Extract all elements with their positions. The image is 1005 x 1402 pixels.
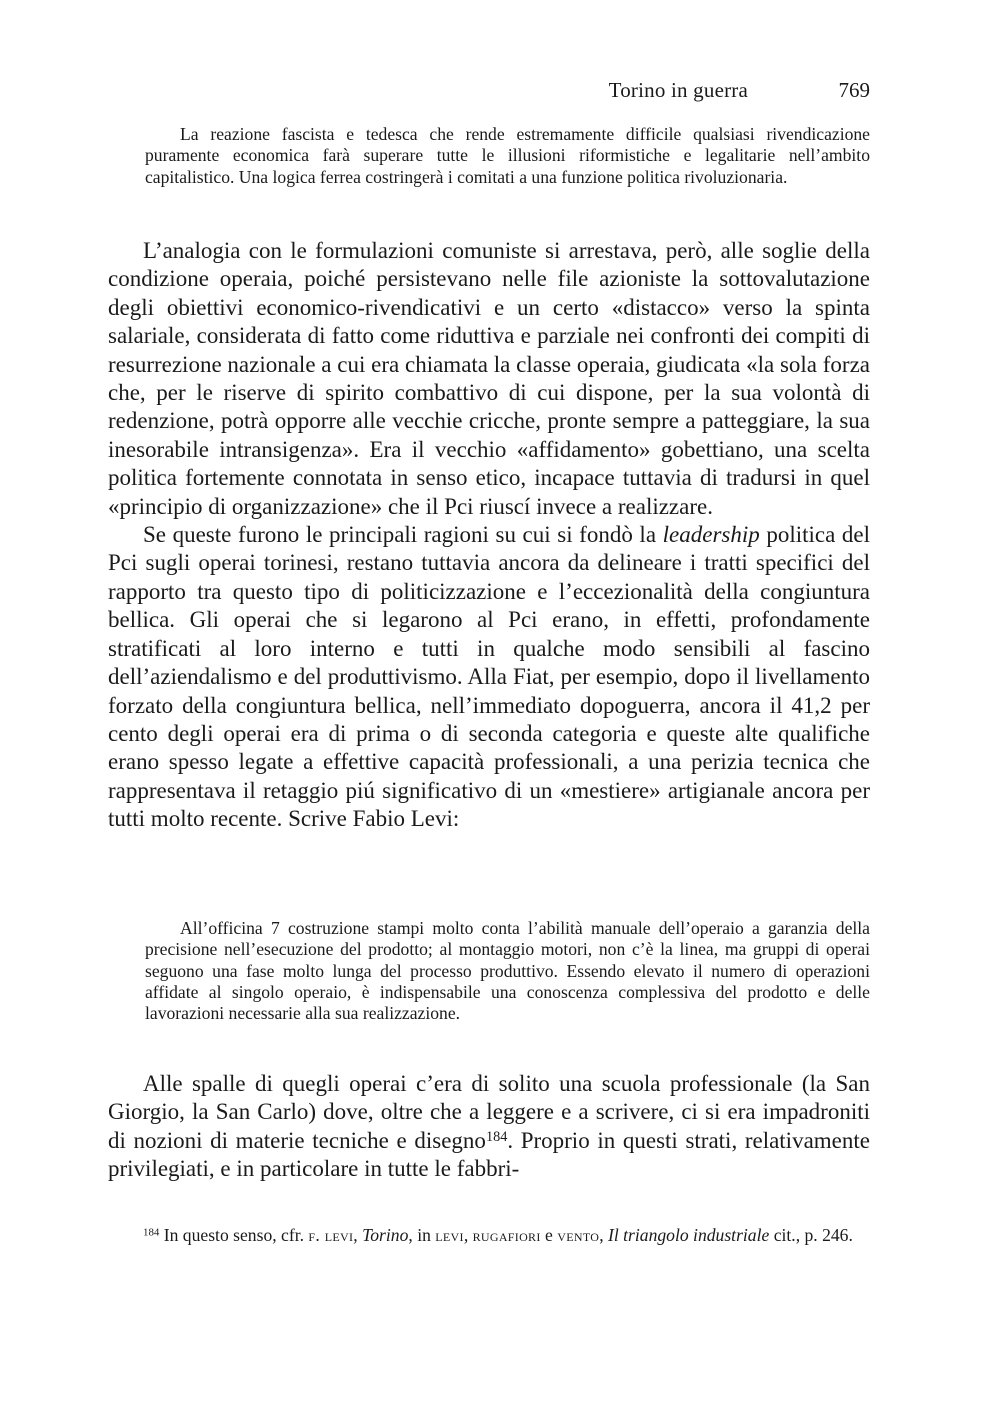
block-quote-2-text: All’officina 7 costruzione stampi molto conta l’abilità manuale dell’operaio a garanzia della precisione nell’esecuzione del prodotto; al montaggio motori, non c’è la linea, ma gruppi di operai seguono una fase molto lunga del processo produttivo. Essendo elevato il numero di operazioni affidate al singolo operaio, è indispensabile una conoscenza complessiva del prodotto e delle lavorazioni necessarie alla sua realizzazione. [145,918,870,1024]
footnote-sep-2: , [463,1225,473,1245]
footnote-title-1: Torino [362,1225,409,1245]
paragraph-1: L’analogia con le formulazioni comuniste si arrestava, però, alle soglie della condizione operaia, poiché persistevano nelle file azioniste la sottovalutazione degli obiettivi economico-rivendicativi e un certo «distacco» verso la spinta salariale, considerata di fatto come riduttiva e parziale nei confronti dei compiti di resurrezione nazionale a cui era chiamata la classe operaia, giudicata «la sola forza che, per le riserve di spirito combattivo di cui dispone, per la sua volontà di redenzione, potrà opporre alle vecchie cricche, pronte sempre a patteggiare, la sua inesorabile intransigenza». Era il vecchio «affidamento» gobettiano, una scelta politica fortemente connotata in senso etico, incapace tuttavia di tradursi in quel «principio di organizzazione» che il Pci riuscí invece a realizzare. [108,238,870,519]
paragraph-2-rest: politica del Pci sugli operai torinesi, restano tuttavia ancora da delineare i tratti specifici del rapporto tra questo tipo di politicizzazione e l’eccezionalità della congiuntura bellica. Gli operai che si legarono al Pci erano, in effetti, profondamente stratificati al loro interno e tutti in qualche modo sensibili al fascino dell’aziendalismo e del produttivismo. Alla Fiat, per esempio, dopo il livellamento forzato della congiuntura bellica, nell’immediato dopoguerra, ancora il 41,2 per cento degli operai era di prima o di seconda categoria e queste alte qualifiche erano spesso legate a effettive capacità professionali, a una perizia tecnica che rappresentava il retaggio piú significativo di un «mestiere» artigianale ancora per tutti molto recente. Scrive Fabio Levi: [108,522,871,832]
footnote-text [108,1224,870,1247]
footnote-author-1: f. levi [308,1225,354,1245]
running-head [108,78,870,108]
footnote-sep-1: , [353,1225,363,1245]
footnote-number: 184 [143,1226,160,1239]
footnote-author-4: vento [557,1225,600,1245]
footnote-part-1: In questo senso, cfr. [159,1225,309,1245]
paragraph-2 [108,521,870,833]
footnote-author-3: rugafiori [472,1225,541,1245]
body-text-2 [108,1070,870,1184]
footnote-reference[interactable]: 184 [485,1128,508,1145]
page-number: 769 [838,78,870,102]
footnote-184 [108,1224,870,1247]
footnote-sep-3: , [599,1225,609,1245]
paragraph-2-start: Se queste furono le principali ragioni su cui si fondò la [143,522,663,548]
footnote-part-4: cit., p. 246. [769,1225,853,1245]
body-text-1 [108,237,870,834]
running-title: Torino in guerra [608,78,748,102]
footnote-author-2: levi [435,1225,464,1245]
paragraph-3-start: Alle spalle di quegli operai c’era di solito una scuola professionale (la San Giorgio, la San Carlo) dove, oltre che a leggere e a scrivere, ci si era impadroniti di nozioni di materie tecniche e disegno [108,1071,870,1153]
footnote-title-2: Il triangolo industriale [608,1225,770,1245]
footnote-part-2: , in [408,1225,436,1245]
block-quote-2 [145,918,870,1024]
block-quote-1-text: La reazione fascista e tedesca che rende estremamente difficile qualsiasi rivendicazione puramente economica farà superare tutte le illusioni riformistiche e legalitarie nell’ambito capitalistico. Una logica ferrea costringerà i comitati a una funzione politica rivoluzionaria. [145,124,870,187]
paragraph-3 [108,1070,870,1184]
footnote-part-3: e [540,1225,558,1245]
paragraph-2-italic: leadership [662,522,760,548]
paragraph-3-rest: . Proprio in questi strati, relativamente privilegiati, e in particolare in tutte le fabbri- [108,1127,870,1182]
block-quote-1 [145,124,870,188]
